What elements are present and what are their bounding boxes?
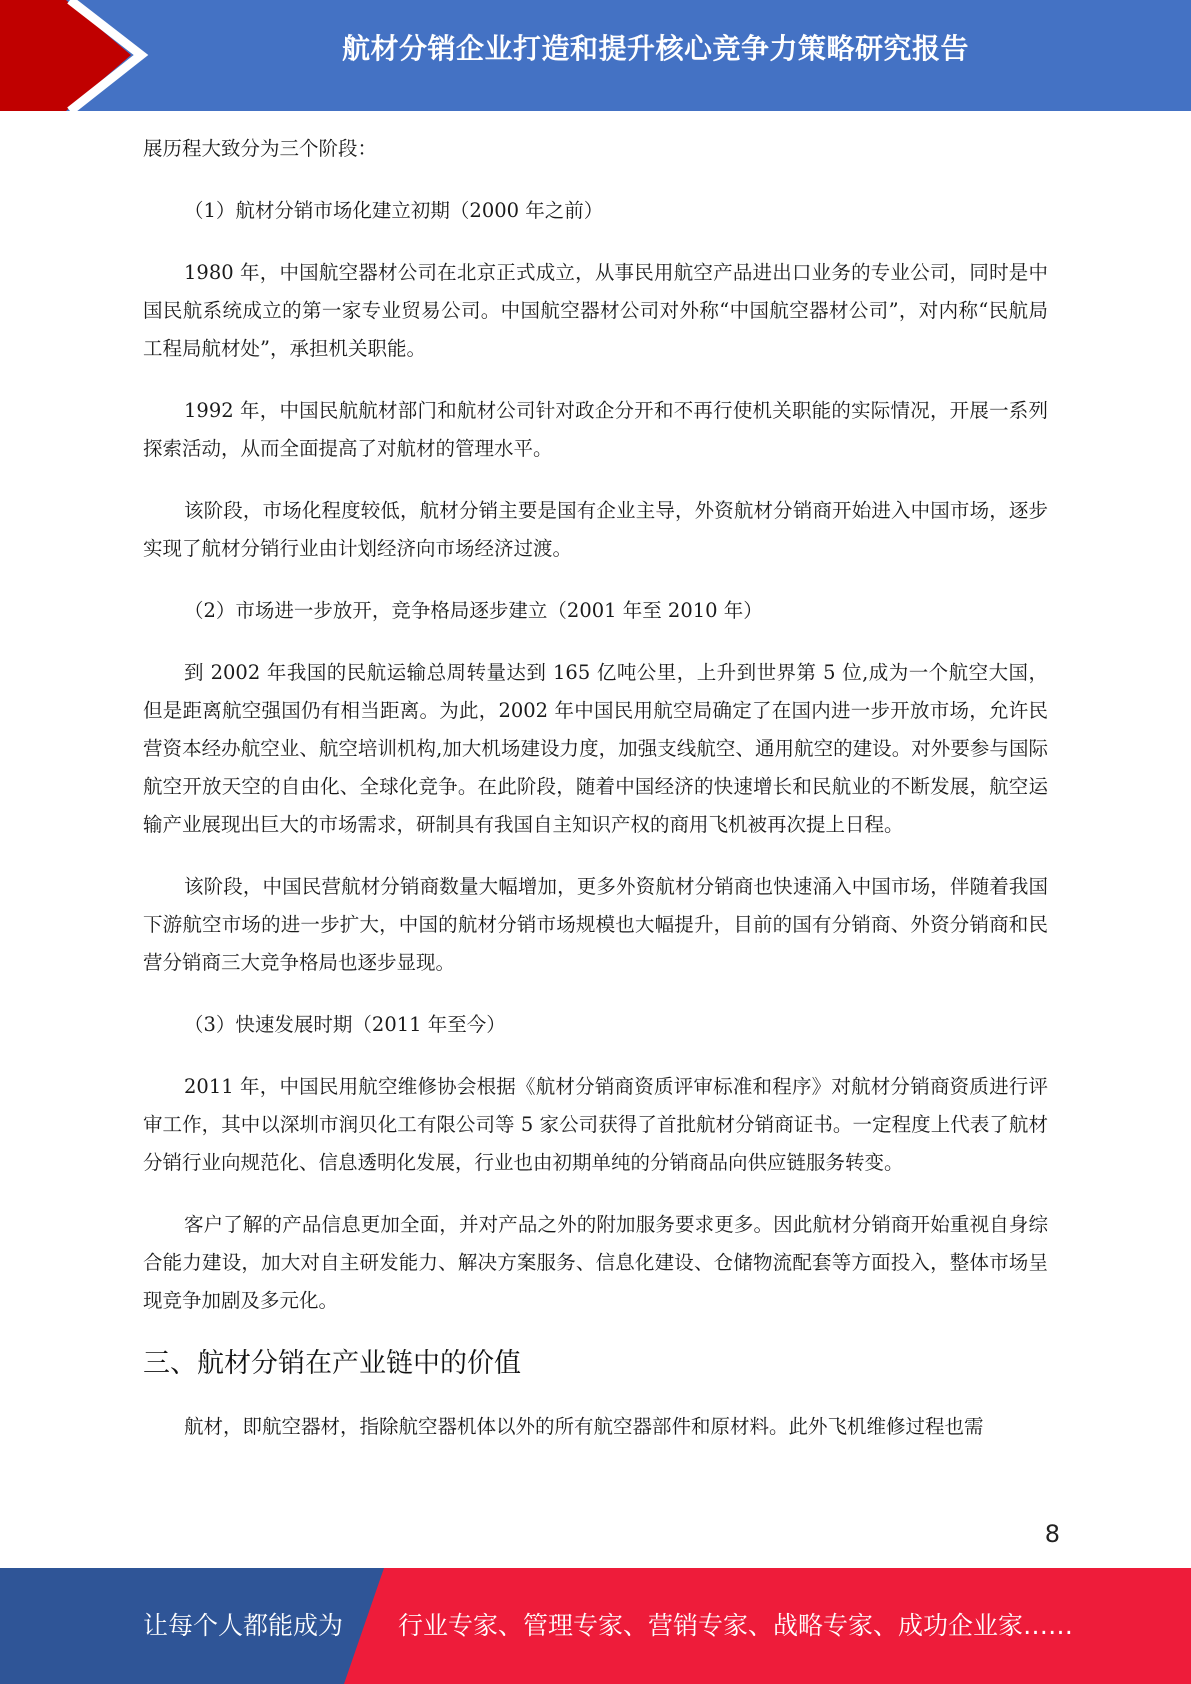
intro-paragraph: 展历程大致分为三个阶段： bbox=[143, 137, 378, 160]
header-arrow-decoration bbox=[0, 0, 150, 111]
stage2-paragraph-2: 该阶段，中国民营航材分销商数量大幅增加，更多外资航材分销商也快速涌入中国市场，伴随着我国下游航空市场的进一步扩大，中国的航材分销市场规模也大幅提升，目前的国有分销商、外资分销商和民营分销商三大竞争格局也逐步显现。 bbox=[143, 875, 1048, 974]
stage1-paragraph-2: 1992 年，中国民航航材部门和航材公司针对政企分开和不再行使机关职能的实际情况，开展一系列探索活动，从而全面提高了对航材的管理水平。 bbox=[143, 399, 1048, 460]
stage3-heading: （3）快速发展时期（2011 年至今） bbox=[184, 1013, 506, 1036]
report-title: 航材分销企业打造和提升核心竞争力策略研究报告 bbox=[341, 32, 969, 65]
page-number: 8 bbox=[1044, 1520, 1060, 1548]
stage2-paragraph-1: 到 2002 年我国的民航运输总周转量达到 165 亿吨公里，上升到世界第 5 位,成为一个航空大国，但是距离航空强国仍有相当距离。为此，2002 年中国民用航空局确定了在国内进一步开放市场，允许民营资本经办航空业、航空培训机构,加大机场建设力度，加强支线航空、通用航空的建设。对外要参与国际航空开放天空的自由化、全球化竞争。在此阶段，随着中国经济的快速增长和民航业的不断发展，航空运输产业展现出巨大的市场需求，研制具有我国自主知识产权的商用飞机被再次提上日程。 bbox=[143, 661, 1048, 836]
section-3-paragraph-1: 航材，即航空器材，指除航空器机体以外的所有航空器部件和原材料。此外飞机维修过程也需 bbox=[184, 1415, 984, 1438]
stage1-heading: （1）航材分销市场化建立初期（2000 年之前） bbox=[184, 199, 604, 222]
page-header bbox=[0, 0, 1191, 111]
header-red-chevron bbox=[0, 0, 131, 111]
page-content bbox=[143, 130, 1048, 1446]
stage1-paragraph-3: 该阶段，市场化程度较低，航材分销主要是国有企业主导，外资航材分销商开始进入中国市场，逐步实现了航材分销行业由计划经济向市场经济过渡。 bbox=[143, 499, 1048, 560]
page-footer bbox=[0, 1568, 1191, 1684]
section-3-heading: 三、航材分销在产业链中的价值 bbox=[143, 1348, 521, 1379]
footer-slogan-right: 行业专家、管理专家、营销专家、战略专家、成功企业家…… bbox=[398, 1611, 1074, 1640]
footer-slogan-left: 让每个人都能成为 bbox=[143, 1611, 344, 1640]
stage2-heading: （2）市场进一步放开，竞争格局逐步建立（2001 年至 2010 年） bbox=[184, 599, 763, 622]
stage3-paragraph-1: 2011 年，中国民用航空维修协会根据《航材分销商资质评审标准和程序》对航材分销商资质进行评审工作，其中以深圳市润贝化工有限公司等 5 家公司获得了首批航材分销商证书。一定程度上代表了航材分销行业向规范化、信息透明化发展，行业也由初期单纯的分销商品向供应链服务转变。 bbox=[143, 1075, 1048, 1174]
stage1-paragraph-1: 1980 年，中国航空器材公司在北京正式成立，从事民用航空产品进出口业务的专业公司，同时是中国民航系统成立的第一家专业贸易公司。中国航空器材公司对外称“中国航空器材公司”，对内称“民航局工程局航材处”，承担机关职能。 bbox=[143, 261, 1048, 360]
stage3-paragraph-2: 客户了解的产品信息更加全面，并对产品之外的附加服务要求更多。因此航材分销商开始重视自身综合能力建设，加大对自主研发能力、解决方案服务、信息化建设、仓储物流配套等方面投入，整体市场呈现竞争加剧及多元化。 bbox=[143, 1213, 1048, 1312]
